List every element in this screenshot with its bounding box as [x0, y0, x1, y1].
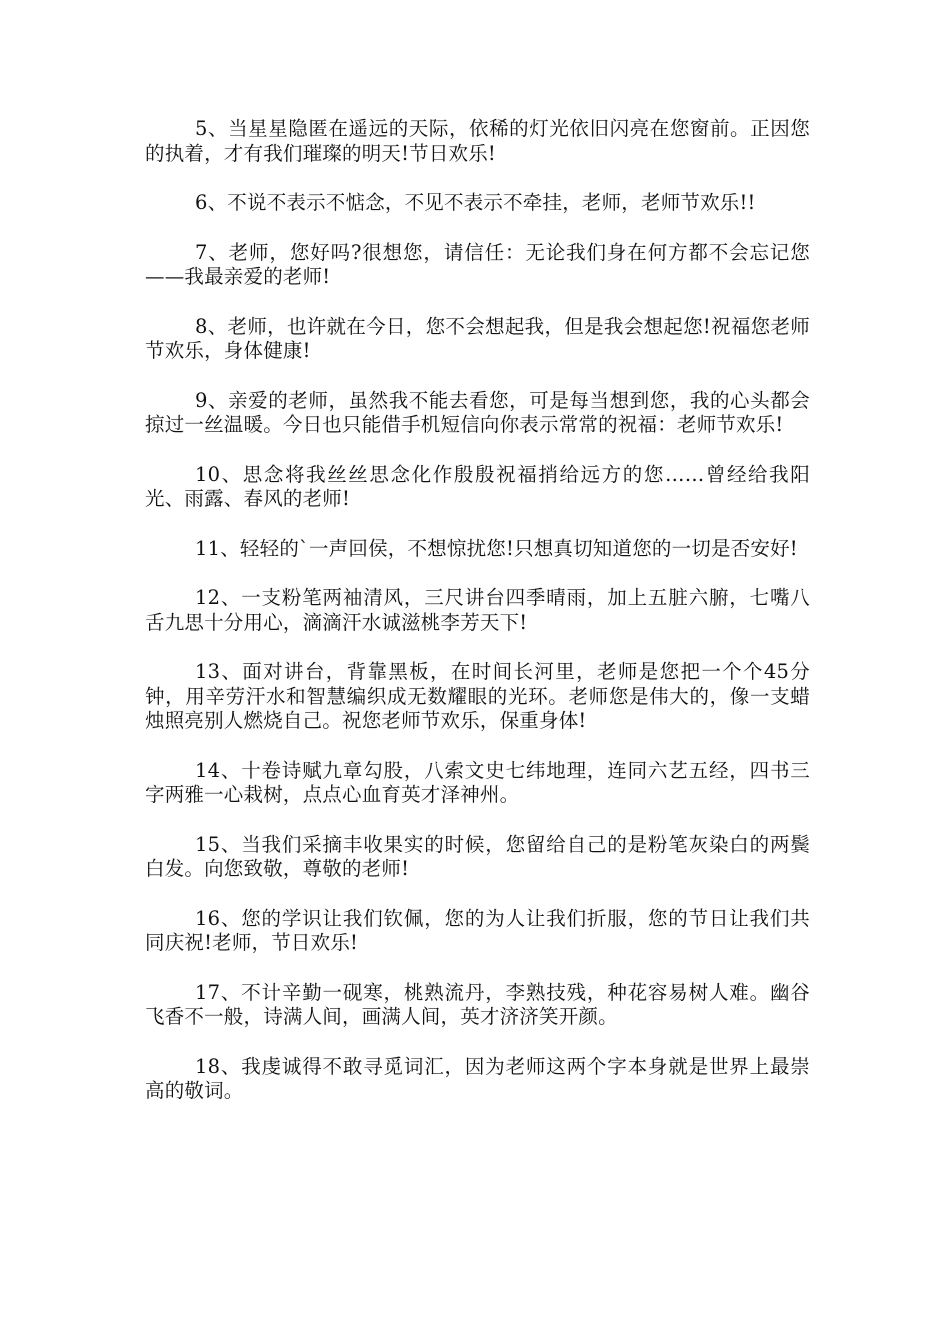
paragraph-5: 5、当星星隐匿在遥远的天际，依稀的灯光依旧闪亮在您窗前。正因您的执着，才有我们璀璨的明天!节日欢乐!	[145, 117, 810, 165]
paragraph-16: 16、您的学识让我们钦佩，您的为人让我们折服，您的节日让我们共同庆祝!老师，节日欢乐!	[145, 906, 810, 954]
paragraph-7: 7、老师，您好吗?很想您，请信任：无论我们身在何方都不会忘记您——我最亲爱的老师!	[145, 240, 810, 288]
paragraph-17: 17、不计辛勤一砚寒，桃熟流丹，李熟技残，种花容易树人难。幽谷飞香不一般，诗满人间，画满人间，英才济济笑开颜。	[145, 980, 810, 1028]
paragraph-9: 9、亲爱的老师，虽然我不能去看您，可是每当想到您，我的心头都会掠过一丝温暖。今日也只能借手机短信向你表示常常的祝福：老师节欢乐!	[145, 388, 810, 436]
paragraph-6: 6、不说不表示不惦念，不见不表示不牵挂，老师，老师节欢乐!!	[195, 191, 756, 214]
paragraph-15: 15、当我们采摘丰收果实的时候，您留给自己的是粉笔灰染白的两鬓白发。向您致敬，尊敬的老师!	[145, 832, 810, 880]
paragraph-14: 14、十卷诗赋九章勾股，八索文史七纬地理，连同六艺五经，四书三字两雅一心栽树，点点心血育英才泽神州。	[145, 758, 810, 806]
paragraph-10: 10、思念将我丝丝思念化作殷殷祝福捎给远方的您……曾经给我阳光、雨露、春风的老师!	[145, 462, 810, 510]
paragraph-13: 13、面对讲台，背靠黑板，在时间长河里，老师是您把一个个45分钟，用辛劳汗水和智慧编织成无数耀眼的光环。老师您是伟大的，像一支蜡烛照亮别人燃烧自己。祝您老师节欢乐，保重身体!	[145, 660, 810, 732]
paragraph-18: 18、我虔诚得不敢寻觅词汇，因为老师这两个字本身就是世界上最崇高的敬词。	[145, 1054, 810, 1102]
document-body	[145, 117, 810, 1129]
paragraph-8: 8、老师，也许就在今日，您不会想起我，但是我会想起您!祝福您老师节欢乐，身体健康!	[145, 314, 810, 362]
paragraph-11: 11、轻轻的`一声回侯，不想惊扰您!只想真切知道您的一切是否安好!	[195, 536, 798, 560]
paragraph-12: 12、一支粉笔两袖清风，三尺讲台四季晴雨，加上五脏六腑，七嘴八舌九思十分用心，滴滴汗水诚滋桃李芳天下!	[145, 586, 810, 634]
